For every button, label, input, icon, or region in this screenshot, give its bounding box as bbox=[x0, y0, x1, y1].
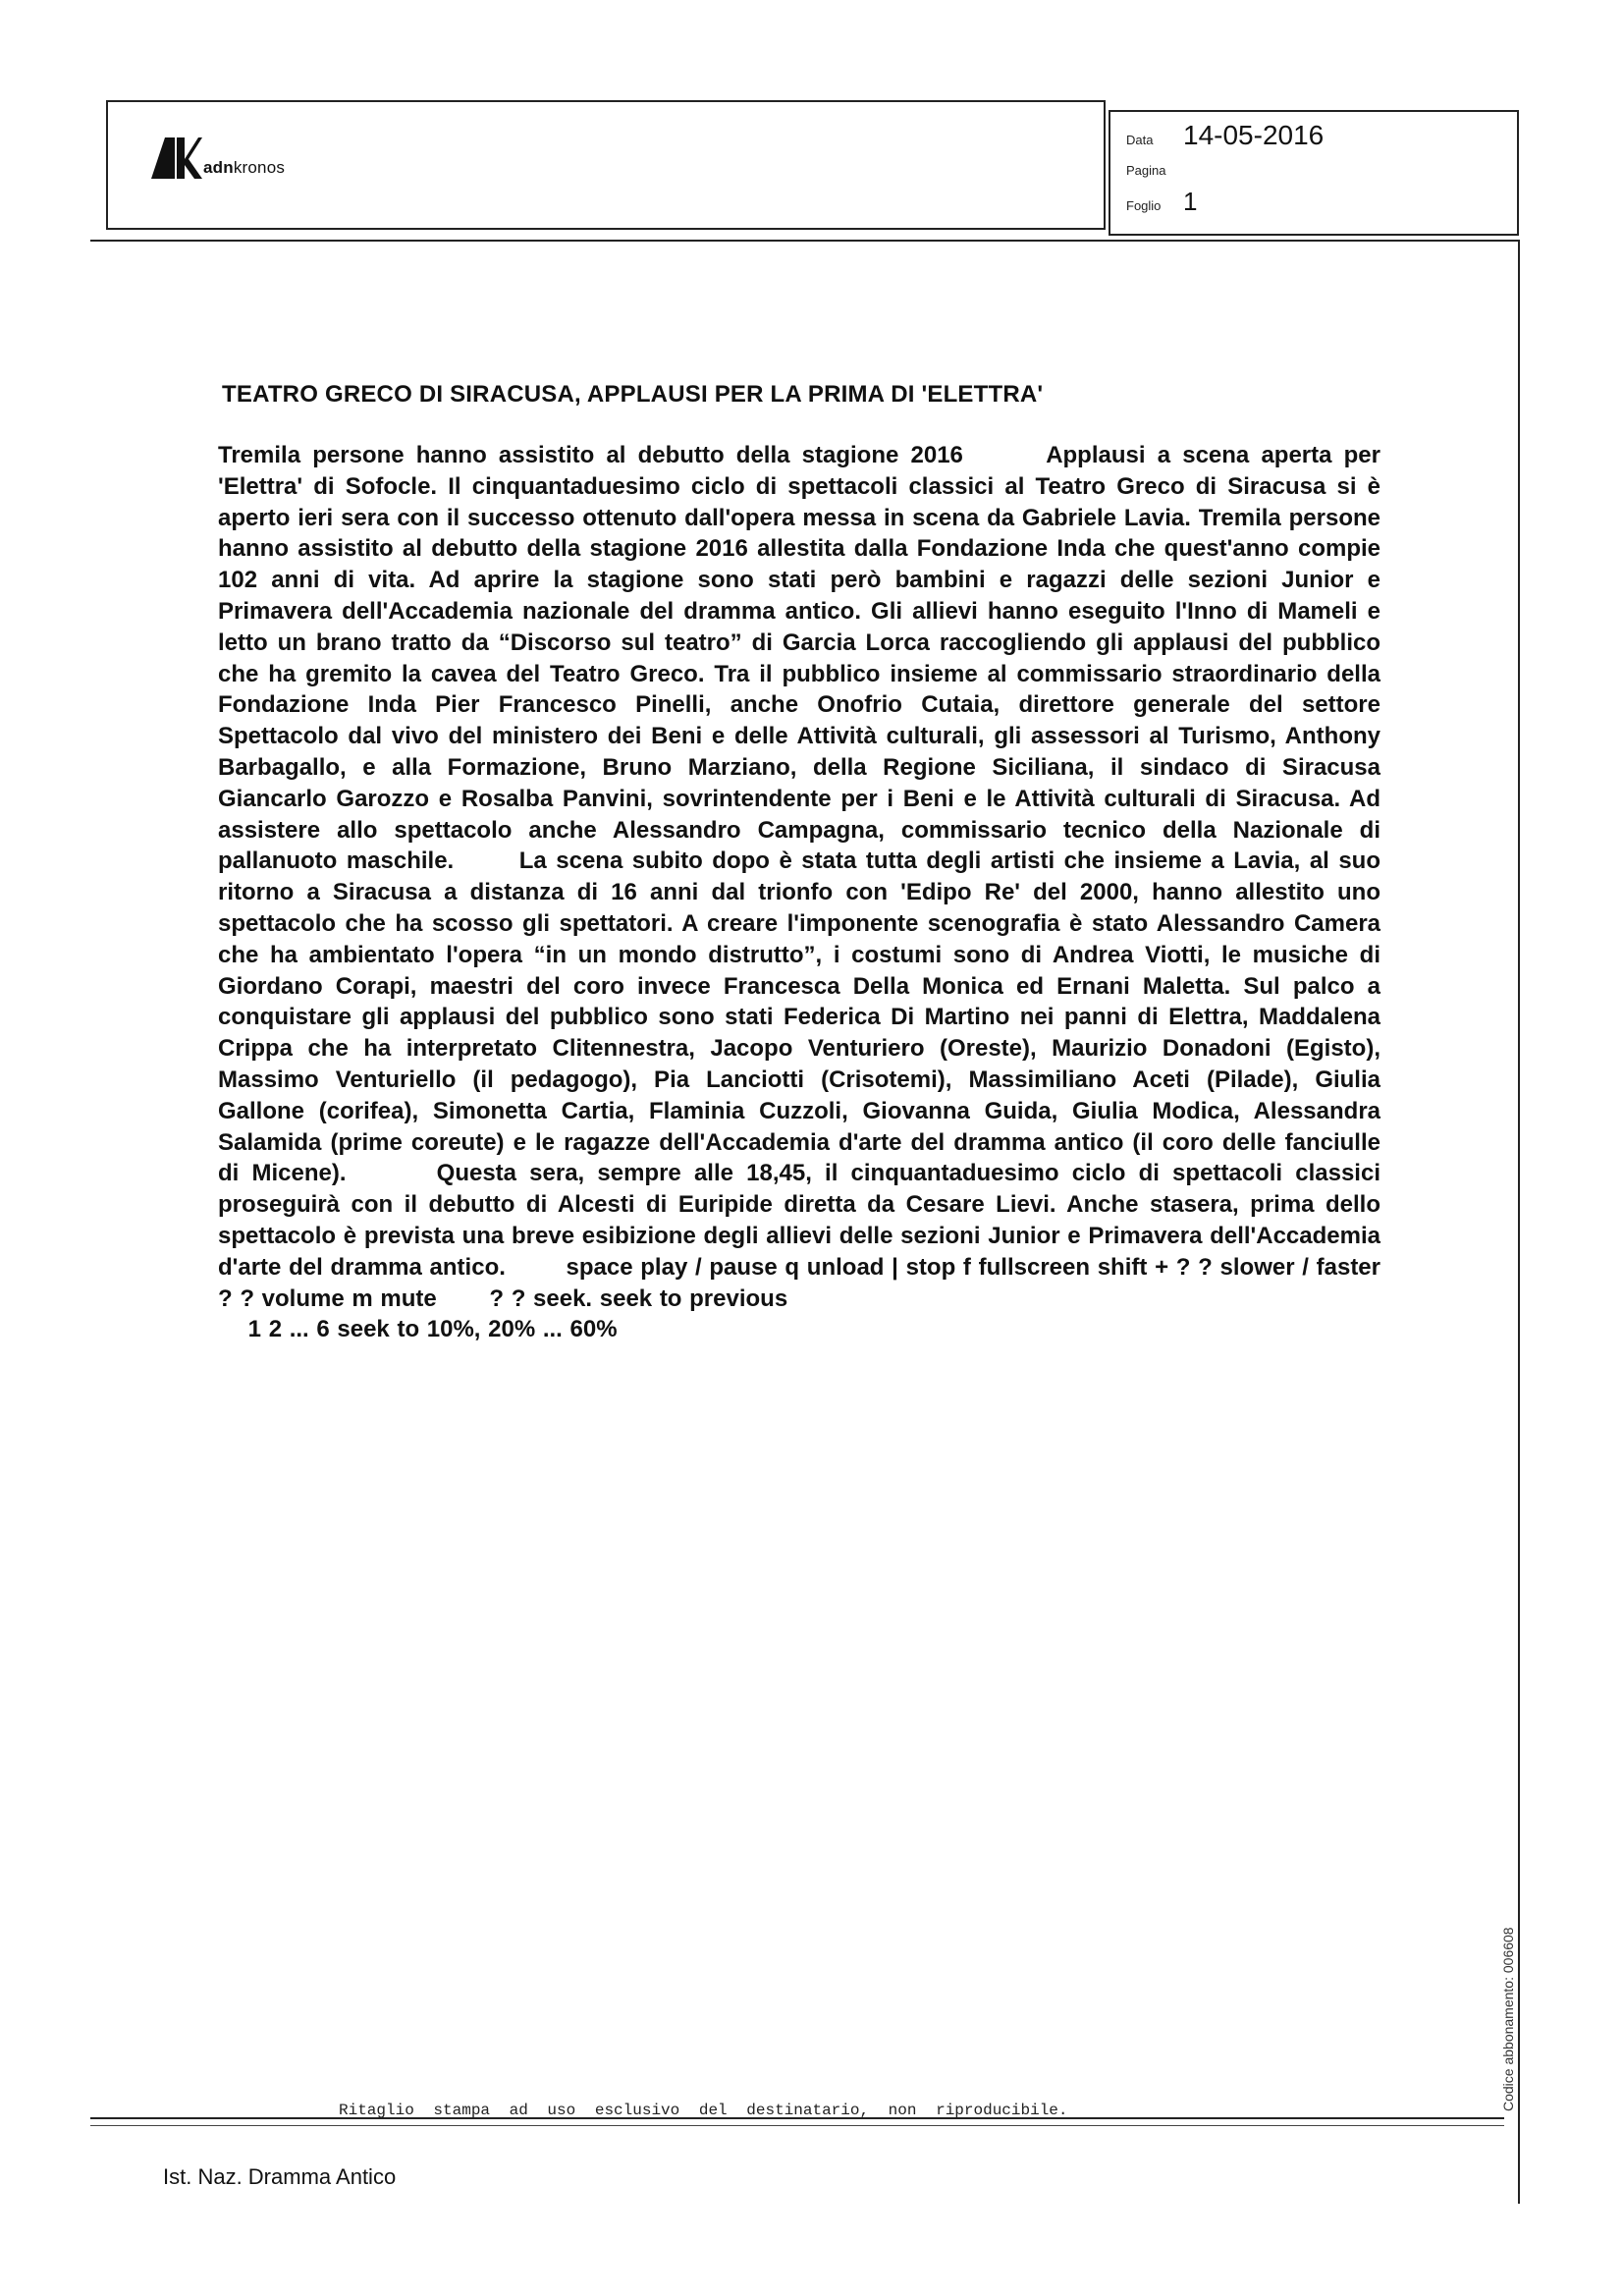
meta-data-row bbox=[1126, 120, 1324, 151]
source-label: Ist. Naz. Dramma Antico bbox=[163, 2164, 397, 2189]
header-logo-box bbox=[106, 100, 1106, 230]
foglio-value: 1 bbox=[1183, 187, 1198, 216]
adnkronos-logo bbox=[151, 137, 285, 179]
footer-divider bbox=[90, 2117, 1504, 2119]
data-value: 14-05-2016 bbox=[1183, 120, 1325, 150]
meta-foglio-row bbox=[1126, 187, 1197, 217]
pagina-label: Pagina bbox=[1126, 163, 1166, 178]
adnkronos-logo-icon bbox=[151, 137, 202, 179]
footer-note: Ritaglio stampa ad uso esclusivo del destinatario, non riproducibile. bbox=[339, 2102, 1068, 2119]
meta-pagina-row bbox=[1126, 163, 1183, 178]
subscription-code: Codice abbonamento: 006608 bbox=[1500, 1927, 1516, 2111]
footer-divider-secondary bbox=[90, 2125, 1504, 2126]
header-meta-box bbox=[1109, 110, 1519, 236]
article-title: TEATRO GRECO DI SIRACUSA, APPLAUSI PER LA PRIMA DI 'ELETTRA' bbox=[222, 381, 1044, 408]
foglio-label: Foglio bbox=[1126, 198, 1162, 213]
article-body: Tremila persone hanno assistito al debutto della stagione 2016 Applausi a scena aperta per 'Elettra' di Sofocle. Il cinquantaduesimo ciclo di spettacoli classici al Teatro Greco di Siracusa si è aperto ieri sera con il successo ottenuto dall'opera messa in scena da Gabriele Lavia. Tremila persone hanno assistito al debutto della stagione 2016 allestita dalla Fondazione Inda che quest'anno compie 102 anni di vita. Ad aprire la stagione sono stati però bambini e ragazzi delle sezioni Junior e Primavera dell'Accademia nazionale del dramma antico. Gli allievi hanno eseguito l'Inno di Mameli e letto un brano tratto da “Discorso sul teatro” di Garcia Lorca raccogliendo gli applausi del pubblico che ha gremito la cavea del Teatro Greco. Tra il pubblico insieme al commissario straordinario della Fondazione Inda Pier Francesco Pinelli, anche Onofrio Cutaia, direttore generale del settore Spettacolo dal vivo del ministero dei Beni e delle Attività culturali, gli assessori al Turismo, Anthony Barbagallo, e alla Formazione, Bruno Marziano, della Regione Siciliana, il sindaco di Siracusa Giancarlo Garozzo e Rosalba Panvini, sovrintendente per i Beni e le Attività culturali di Siracusa. Ad assistere allo spettacolo anche Alessandro Campagna, commissario tecnico della Nazionale di pallanuoto maschile. La scena subito dopo è stata tutta degli artisti che insieme a Lavia, al suo ritorno a Siracusa a distanza di 16 anni dal trionfo con 'Edipo Re' del 2000, hanno allestito uno spettacolo che ha scosso gli spettatori. A creare l'imponente scenografia è stato Alessandro Camera che ha ambientato l'opera “in un mondo distrutto”, i costumi sono di Andrea Viotti, le musiche di Giordano Corapi, maestri del coro invece Francesca Della Monica ed Ernani Maletta. Sul palco a conquistare gli applausi del pubblico sono stati Federica Di Martino nei panni di Elettra, Maddalena Crippa che ha interpretato Clitennestra, Jacopo Venturiero (Oreste), Maurizio Donadoni (Egisto), Massimo Venturiello (il pedagogo), Pia Lanciotti (Crisotemi), Massimiliano Aceti (Pilade), Giulia Gallone (corifea), Simonetta Cartia, Flaminia Cuzzoli, Giovanna Guida, Giulia Modica, Alessandra Salamida (prime coreute) e le ragazze dell'Accademia d'arte del dramma antico (il coro delle fanciulle di Micene). Questa sera, sempre alle 18,45, il cinquantaduesimo ciclo di spettacoli classici proseguirà con il debutto di Alcesti di Euripide diretta da Cesare Lievi. Anche stasera, prima dello spettacolo è prevista una breve esibizione degli allievi delle sezioni Junior e Primavera dell'Accademia d'arte del dramma antico. space play / pause q unload | stop f fullscreen shift + ? ? slower / faster ? ? volume m mute ? ? seek. seek to previous 1 2 ... 6 seek to 10%, 20% ... 60% bbox=[218, 442, 1380, 1343]
logo-wordmark: adnkronos bbox=[203, 158, 286, 177]
data-label: Data bbox=[1126, 133, 1154, 147]
